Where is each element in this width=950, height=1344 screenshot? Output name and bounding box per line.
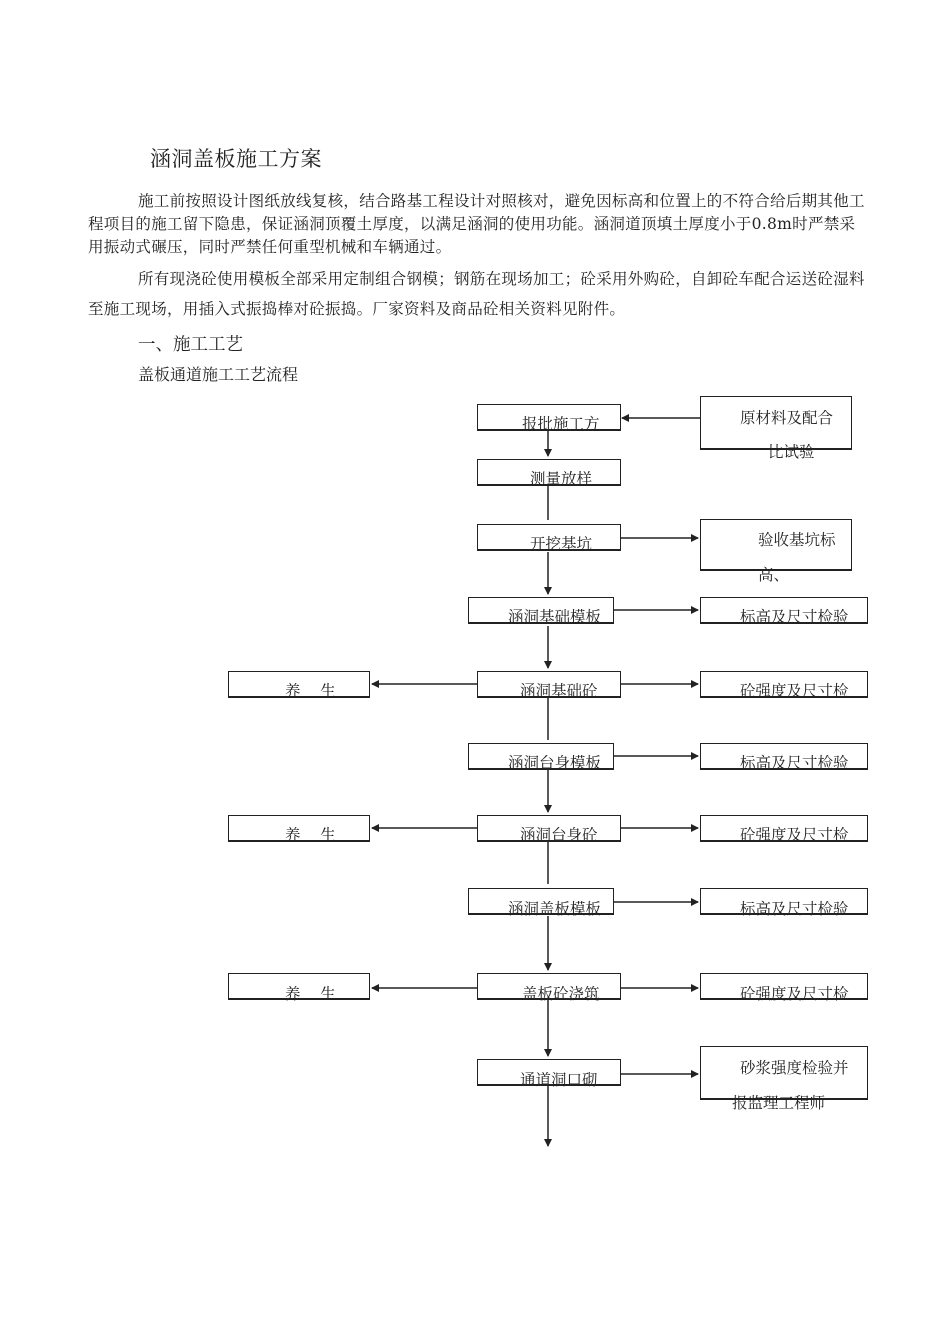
flow-step-cover-pour-label: 盖板砼浇筑: [522, 985, 600, 1003]
paragraph-2: 所有现浇砼使用模板全部采用定制组合钢模；钢筋在现场加工；砼采用外购砼，自卸砼车配合运送砼湿料至施工现场，用插入式振捣棒对砼振捣。厂家资料及商品砼相关资料见附件。: [88, 270, 865, 318]
flow-step-cover-formwork-label: 涵洞盖板模板: [508, 900, 602, 918]
check-mortar-strength-line-2: 报监理工程师: [732, 1094, 826, 1112]
flow-step-abutment-concrete-label: 涵洞台身砼: [520, 826, 598, 844]
check-pit-elevation-line-2: 高、: [758, 566, 790, 584]
check-strength-size-3-label: 砼强度及尺寸检: [740, 985, 849, 1003]
check-mortar-strength-line-1: 砂浆强度检验并: [740, 1059, 849, 1077]
check-pit-elevation-line-1: 验收基坑标: [758, 531, 836, 549]
document-title: 涵洞盖板施工方案: [150, 147, 322, 171]
flow-step-abutment-formwork-label: 涵洞台身模板: [508, 754, 602, 772]
flow-step-excavate-label: 开挖基坑: [530, 535, 593, 553]
check-elevation-size-3-label: 标高及尺寸检验: [740, 900, 849, 918]
flow-step-portal-masonry-label: 通道洞口砌: [520, 1071, 598, 1089]
check-material-trial-line-1: 原材料及配合: [740, 409, 834, 427]
curing-box-2-label: 养 生: [285, 826, 336, 844]
check-strength-size-2-label: 砼强度及尺寸检: [740, 826, 849, 844]
check-material-trial-line-2: 比试验: [768, 443, 815, 461]
flow-step-foundation-concrete-label: 涵洞基础砼: [520, 682, 598, 700]
section-heading: 一、施工工艺: [138, 335, 243, 355]
paragraph-1: 施工前按照设计图纸放线复核，结合路基工程设计对照核对，避免因标高和位置上的不符合给后期其他工程项目的施工留下隐患，保证涵洞顶覆土厚度，以满足涵洞的使用功能。涵洞道顶填土厚度小于0.8m时严禁采用振动式碾压，同时严禁任何重型机械和车辆通过。: [88, 192, 865, 256]
flow-step-approval-label: 报批施工方: [522, 415, 600, 433]
curing-box-1-label: 养 生: [285, 682, 336, 700]
check-elevation-size-2-label: 标高及尺寸检验: [740, 754, 849, 772]
curing-box-3-label: 养 生: [285, 985, 336, 1003]
sub-heading: 盖板通道施工工艺流程: [138, 365, 299, 384]
flow-step-foundation-formwork-label: 涵洞基础模板: [508, 608, 602, 626]
check-elevation-size-1-label: 标高及尺寸检验: [740, 608, 849, 626]
flow-step-survey-label: 测量放样: [530, 470, 593, 488]
check-strength-size-1-label: 砼强度及尺寸检: [740, 682, 849, 700]
